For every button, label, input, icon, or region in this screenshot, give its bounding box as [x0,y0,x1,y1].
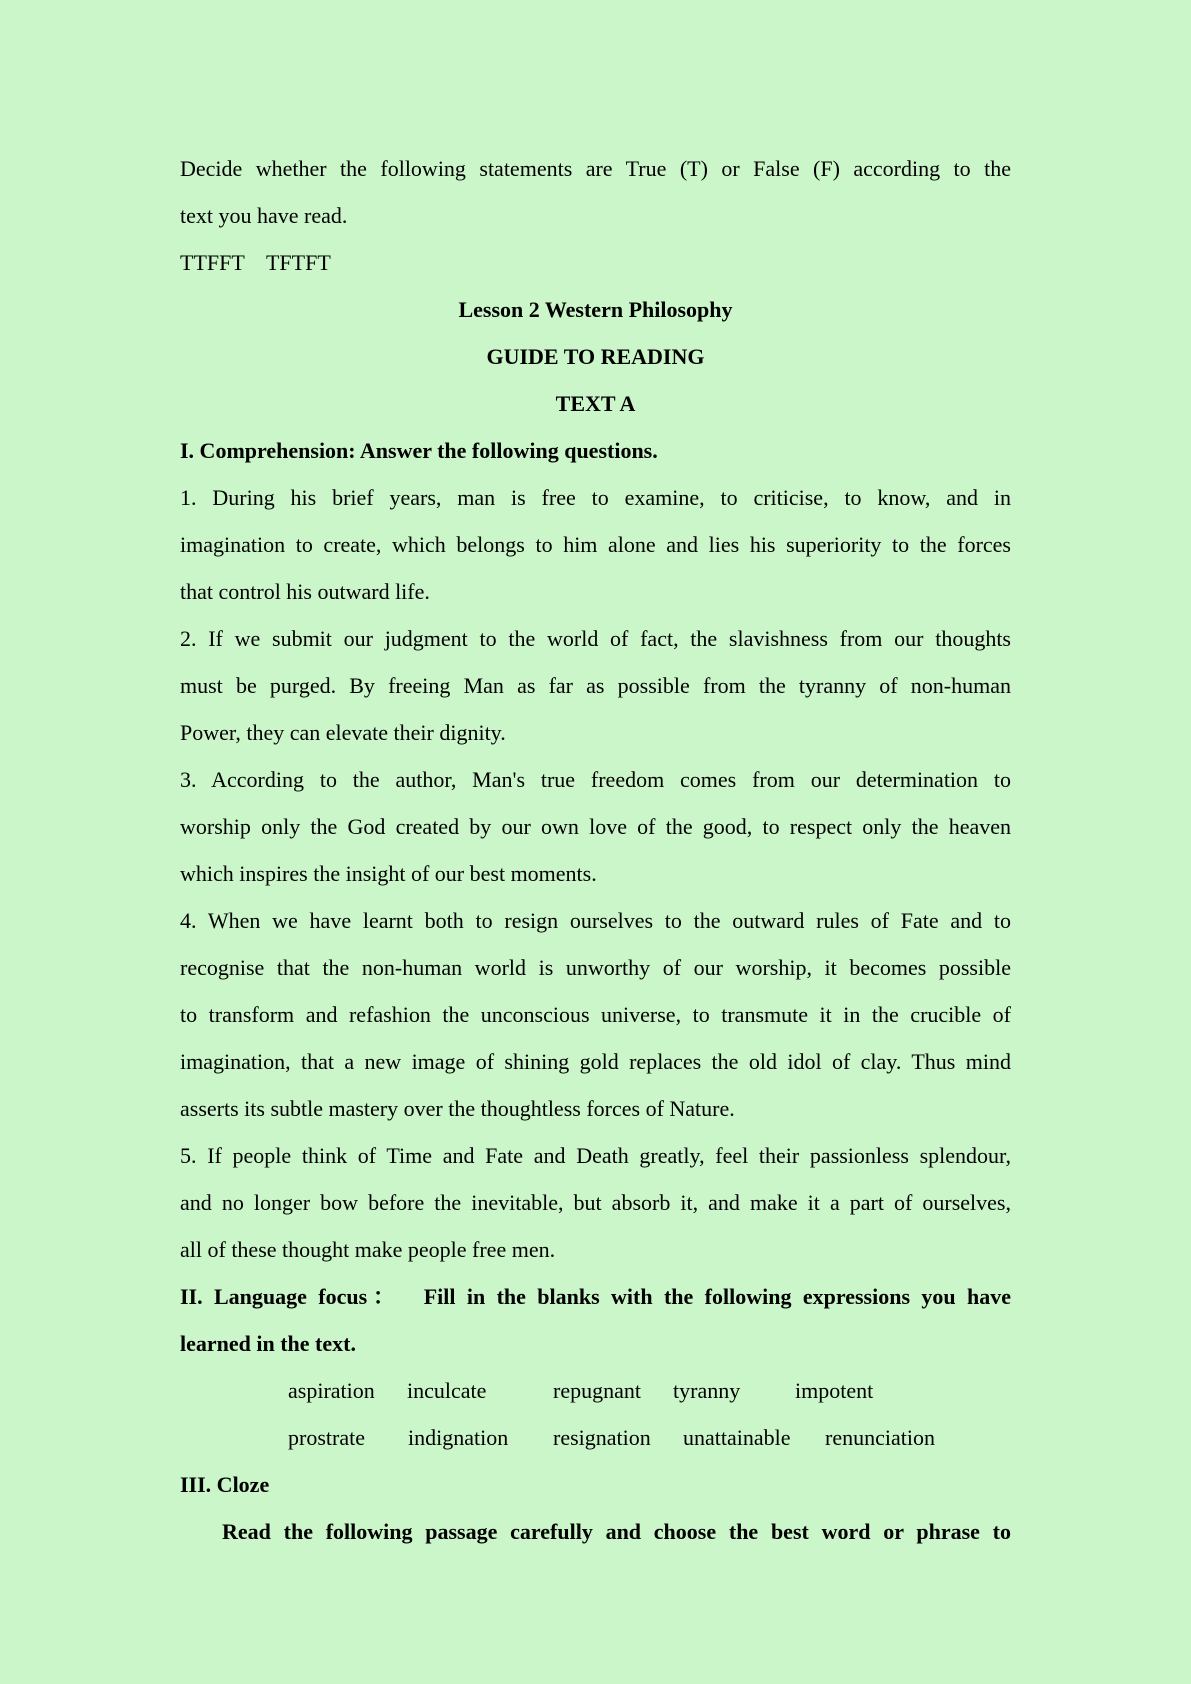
guide-heading: GUIDE TO READING [486,344,705,369]
text-label: TEXT A [555,391,636,416]
question-line: which inspires the insight of our best moments. [180,861,597,886]
question-line: 3. According to the author, Man's true freedom comes from our determination to [180,767,1011,792]
tf-answers: TTFFT TFTFT [180,250,331,275]
language-focus-heading-line-2: learned in the text. [180,1331,356,1356]
word-bank-item: tyranny [673,1378,741,1403]
word-bank-item: indignation [408,1425,509,1450]
question-line: 4. When we have learnt both to resign ourselves to the outward rules of Fate and to [180,908,1011,933]
word-bank-item: prostrate [288,1425,365,1450]
word-bank-row-1 [180,1367,1011,1414]
question-5 [180,1132,1011,1273]
question-line: that control his outward life. [180,579,430,604]
question-line: Power, they can elevate their dignity. [180,720,506,745]
word-bank-item: inculcate [407,1378,487,1403]
word-bank-item: aspiration [288,1378,375,1403]
word-bank-item: impotent [795,1378,874,1403]
tf-instruction-line-2: text you have read. [180,203,348,228]
question-line: to transform and refashion the unconscious universe, to transmute it in the crucible of [180,1002,1011,1027]
question-line: recognise that the non-human world is unworthy of our worship, it becomes possible [180,955,1011,980]
language-focus-heading-line-1: II. Language focus： Fill in the blanks with the following expressions you have [180,1284,1011,1309]
word-bank-item: repugnant [553,1378,641,1403]
tf-instruction-line-1: Decide whether the following statements are True (T) or False (F) according to the [180,156,1011,181]
question-line: 5. If people think of Time and Fate and Death greatly, feel their passionless splendour, [180,1143,1011,1168]
question-line: 1. During his brief years, man is free to examine, to criticise, to know, and in [180,485,1011,510]
word-bank-row-2 [180,1414,1011,1461]
question-line: 2. If we submit our judgment to the world of fact, the slavishness from our thoughts [180,626,1011,651]
cloze-heading: III. Cloze [180,1472,270,1497]
question-line: worship only the God created by our own love of the good, to respect only the heaven [180,814,1011,839]
question-line: imagination, that a new image of shining gold replaces the old idol of clay. Thus mind [180,1049,1011,1074]
word-bank-item: unattainable [683,1425,791,1450]
word-bank-item: resignation [553,1425,651,1450]
cloze-instruction: Read the following passage carefully and choose the best word or phrase to [222,1519,1011,1544]
question-line: imagination to create, which belongs to him alone and lies his superiority to the forces [180,532,1011,557]
word-bank-item: renunciation [825,1425,935,1450]
question-line: asserts its subtle mastery over the thoughtless forces of Nature. [180,1096,735,1121]
question-3 [180,756,1011,897]
question-4 [180,897,1011,1132]
comprehension-heading: I. Comprehension: Answer the following questions. [180,438,658,463]
question-line: all of these thought make people free men. [180,1237,556,1262]
lesson-title: Lesson 2 Western Philosophy [458,297,733,322]
question-2 [180,615,1011,756]
question-1 [180,474,1011,615]
question-line: and no longer bow before the inevitable, but absorb it, and make it a part of ourselves, [180,1190,1011,1215]
question-line: must be purged. By freeing Man as far as possible from the tyranny of non-human [180,673,1011,698]
document-content [180,145,1011,1555]
